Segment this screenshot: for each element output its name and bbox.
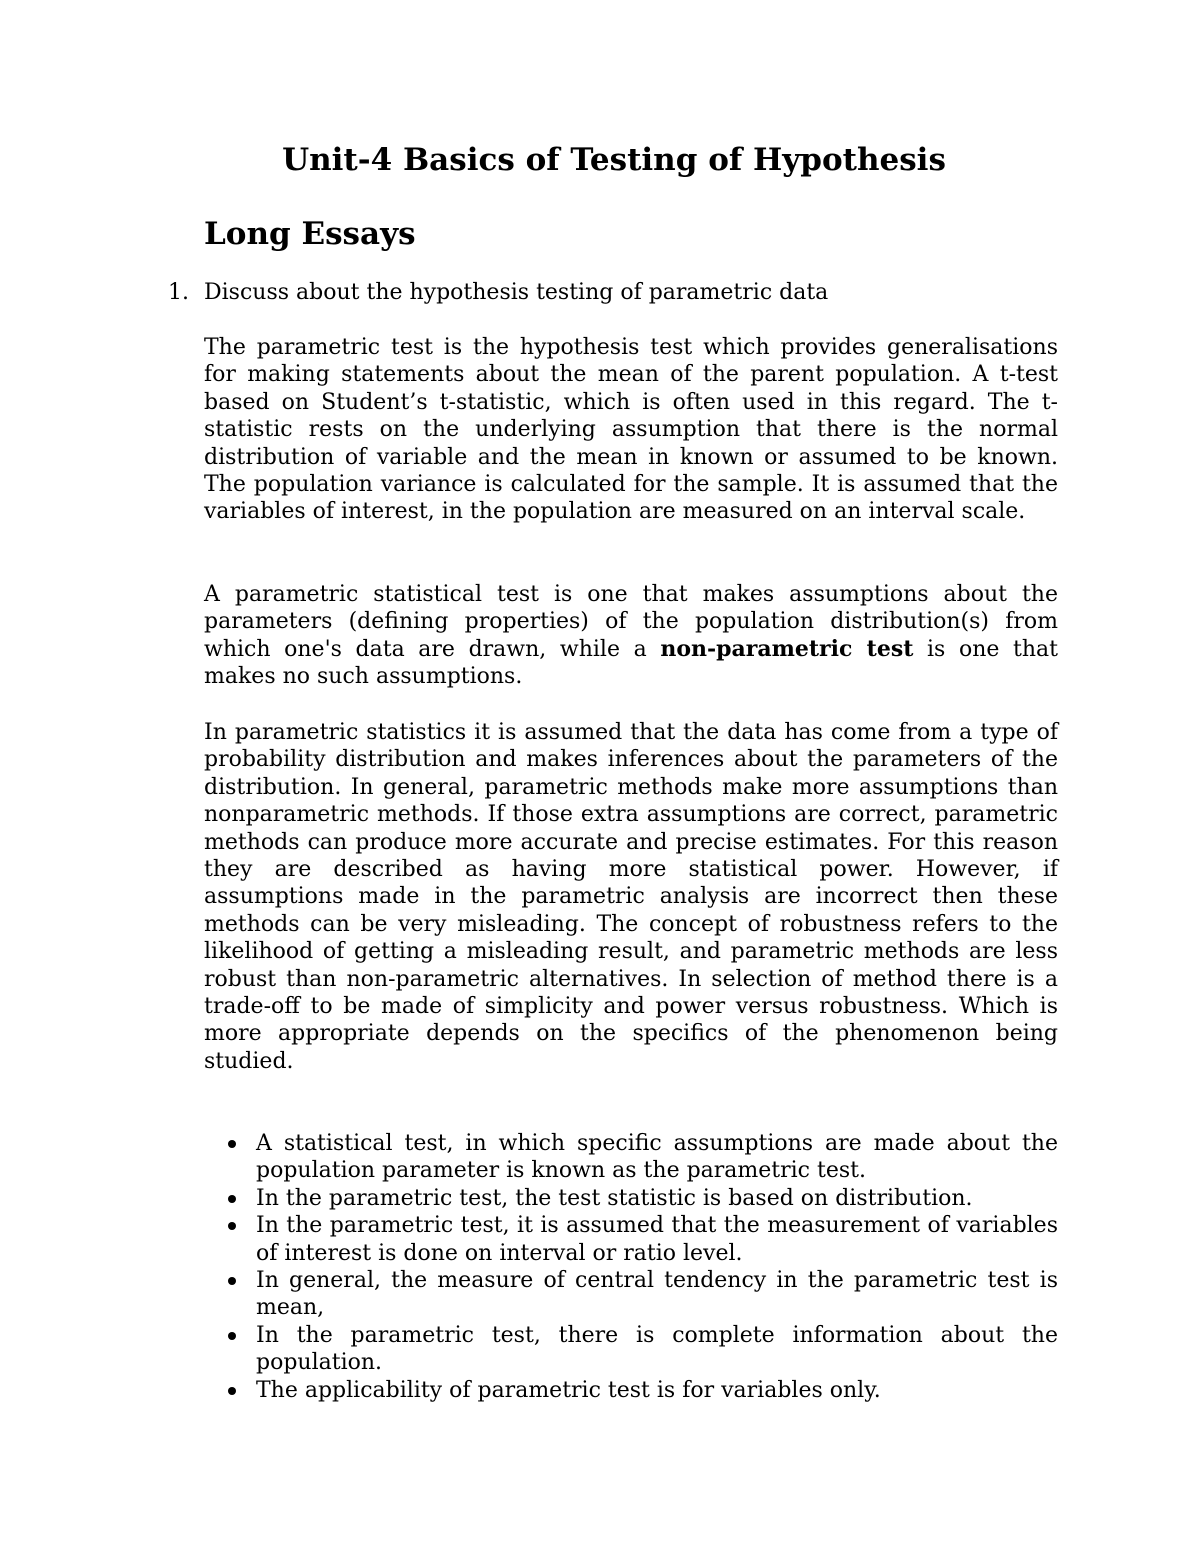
list-item-text: The applicability of parametric test is for variables only.	[256, 1377, 881, 1403]
list-item	[204, 1267, 1058, 1322]
bullet-list	[204, 1130, 1058, 1404]
list-item	[204, 1185, 1058, 1212]
paragraph-2-after: is one that makes no such assumptions.	[204, 636, 1058, 690]
paragraph-parametric-statistics: In parametric statistics it is assumed that the data has come from a type of probability distribution and makes inferences about the parameters of the distribution. In general, parametric methods make more assumptions than nonparametric methods. If those extra assumptions are correct, parametric methods can produce more accurate and precise estimates. For this reason they are described as having more statistical power. However, if assumptions made in the parametric analysis are incorrect then these methods can be very misleading. The concept of robustness refers to the likelihood of getting a misleading result, and parametric methods are less robust than non-parametric alternatives. In selection of method there is a trade-off to be made of simplicity and power versus robustness. Which is more appropriate depends on the specifics of the phenomenon being studied.	[204, 720, 1058, 1074]
bullet-icon	[228, 1332, 236, 1340]
question-item	[168, 279, 1068, 307]
list-item-text: A statistical test, in which specific assumptions are made about the population parameter is known as the parametric test.	[256, 1131, 1058, 1184]
list-item-text: In the parametric test, it is assumed that the measurement of variables of interest is done on interval or ratio level.	[256, 1213, 1058, 1266]
paragraph-2-bold-term: non-parametric test	[660, 635, 914, 662]
bullet-icon	[228, 1195, 236, 1203]
question-text: Discuss about the hypothesis testing of parametric data	[204, 280, 829, 305]
paragraph-2-before: A parametric statistical test is one that makes assumptions about the parameters (defining properties) of the population distribution(s) from which one's data are drawn, while a	[204, 582, 1058, 662]
section-heading: Long Essays	[204, 216, 416, 252]
list-item-text: In general, the measure of central tendency in the parametric test is mean,	[256, 1268, 1058, 1321]
bullet-icon	[228, 1222, 236, 1230]
list-item	[204, 1377, 1058, 1404]
list-item	[204, 1212, 1058, 1267]
bullet-icon	[228, 1277, 236, 1285]
list-item	[204, 1322, 1058, 1377]
list-item	[204, 1130, 1058, 1185]
paragraph-parametric-definition	[204, 581, 1058, 691]
question-number: 1.	[168, 280, 189, 305]
paragraph-parametric-test: The parametric test is the hypothesis test which provides generalisations for making statements about the mean of the parent population. A t-test based on Student’s t-statistic, which is often used in this regard. The t-statistic rests on the underlying assumption that there is the normal distribution of variable and the mean in known or assumed to be known. The population variance is calculated for the sample. It is assumed that the variables of interest, in the population are measured on an interval scale.	[204, 335, 1058, 525]
document-title: Unit-4 Basics of Testing of Hypothesis	[282, 142, 946, 178]
bullet-icon	[228, 1140, 236, 1148]
bullet-icon	[228, 1387, 236, 1395]
list-item-text: In the parametric test, there is complete information about the population.	[256, 1322, 1058, 1376]
list-item-text: In the parametric test, the test statistic is based on distribution.	[256, 1185, 973, 1211]
